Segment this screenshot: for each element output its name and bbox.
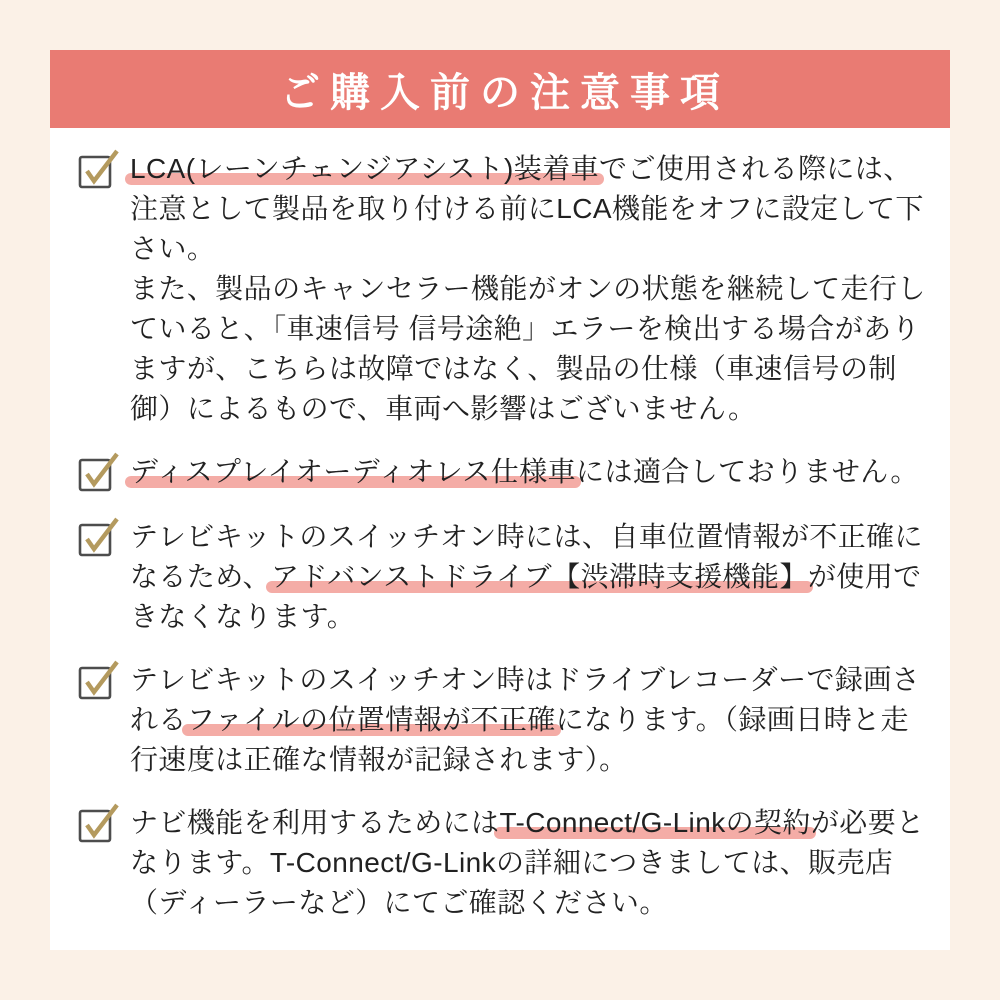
text-segment: になります。（録画日時と走行速度は正確な情報が記録されます）。 (130, 704, 909, 775)
notice-item (77, 660, 926, 780)
text-segment: テレビキットのスイッチオン時には、自車位置情報が不正確になるため、 (130, 521, 923, 592)
notice-header (50, 50, 950, 128)
notice-text (130, 149, 926, 429)
text-segment: ナビ機能を利用するためには (130, 807, 500, 838)
text-segment: テレビキットのスイッチオン時はドライブレコーダーで録画される (130, 664, 921, 735)
notice-text (130, 517, 926, 637)
text-segment: には適合しておりません。 (576, 456, 919, 487)
notice-text (130, 803, 926, 923)
checked-checkbox-icon (77, 147, 121, 191)
checked-checkbox-icon (77, 515, 121, 559)
checked-checkbox-icon (77, 450, 121, 494)
notice-text (130, 660, 926, 780)
highlighted-text: LCA(レーンチェンジアシスト)装着車 (130, 153, 600, 184)
checked-checkbox-icon (77, 658, 121, 702)
notice-item (77, 803, 926, 923)
text-segment: が使用できなくなります。 (130, 561, 922, 632)
page-title: ご購入前の注意事項 (280, 70, 730, 115)
notice-item (77, 452, 926, 494)
text-segment: でご使用される際には、注意として製品を取り付ける前にLCA機能をオフに設定して下さい。 また、製品のキャンセラー機能がオンの状態を継続して走行していると、「車速信号 信号途絶」エラーを検出する場合がありますが、こちらは故障ではなく、製品の仕様（車速信号の制御）によるもので、車両へ影響はございません。 (130, 153, 926, 424)
notice-item (77, 149, 926, 429)
text-segment: が必要となります。T-Connect/G-Linkの詳細につきましては、販売店（ディーラーなど）にてご確認ください。 (130, 807, 925, 918)
highlighted-text: T-Connect/G-Linkの契約 (499, 807, 811, 838)
notice-list (50, 128, 950, 923)
notice-text (130, 452, 926, 492)
notice-item (77, 517, 926, 637)
highlighted-text: ファイルの位置情報が不正確 (186, 704, 556, 735)
checked-checkbox-icon (77, 801, 121, 845)
notice-card (50, 50, 950, 950)
highlighted-text: アドバンストドライブ【渋滞時支援機能】 (270, 561, 808, 592)
highlighted-text: ディスプレイオーディオレス仕様車 (130, 456, 577, 487)
